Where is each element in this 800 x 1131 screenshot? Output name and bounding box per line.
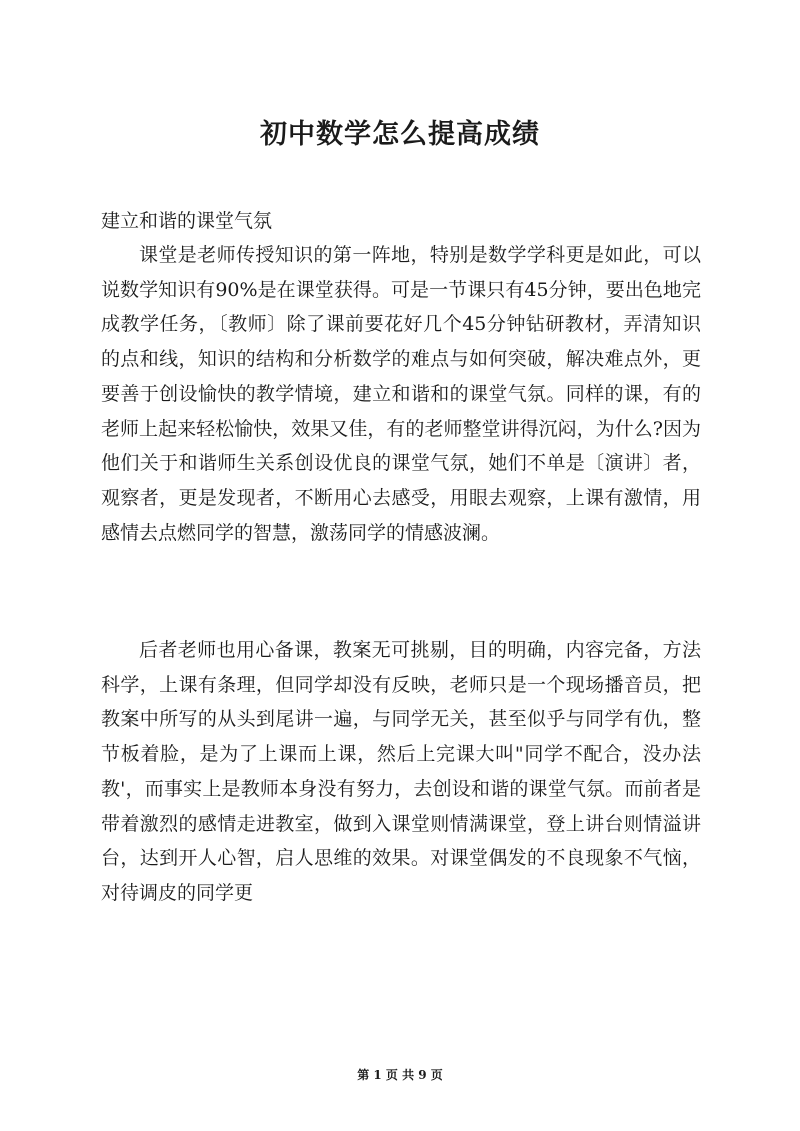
section-heading: 建立和谐的课堂气氛 [101, 210, 273, 232]
body-paragraph: 后者老师也用心备课，教案无可挑剔，目的明确，内容完备，方法科学，上课有条理，但同学却没有反映，老师只是一个现场播音员，把教案中所写的从头到尾讲一遍，与同学无关，甚至似乎与同学有仇，整节板着脸，是为了上课而上课，然后上完课大叫"同学不配合，没办法教'，而事实上是教师本身没有努力，去创设和谐的课堂气氛。而前者是带着激烈的感情走进教室，做到入课堂则情满课堂，登上讲台则情溢讲台，达到开人心智，启人思维的效果。对课堂偶发的不良现象不气恼，对待调皮的同学更 [101, 639, 701, 904]
body-paragraph: 课堂是老师传授知识的第一阵地，特别是数学学科更是如此，可以说数学知识有90%是在课堂获得。可是一节课只有45分钟，要出色地完成教学任务，〔教师〕除了课前要花好几个45分钟钻研教材，弄清知识的点和线，知识的结构和分析数学的难点与如何突破，解决难点外，更要善于创设愉快的教学情境，建立和谐和的课堂气氛。同样的课，有的老师上起来轻松愉快，效果又佳，有的老师整堂讲得沉闷，为什么?因为他们关于和谐师生关系创设优良的课堂气氛，她们不单是〔演讲〕者，观察者，更是发现者，不断用心去感受，用眼去观察，上课有激情，用感情去点燃同学的智慧，激荡同学的情感波澜。 [101, 244, 701, 544]
page-number-footer: 第 1 页 共 9 页 [357, 1068, 443, 1082]
page-title: 初中数学怎么提高成绩 [260, 119, 540, 150]
